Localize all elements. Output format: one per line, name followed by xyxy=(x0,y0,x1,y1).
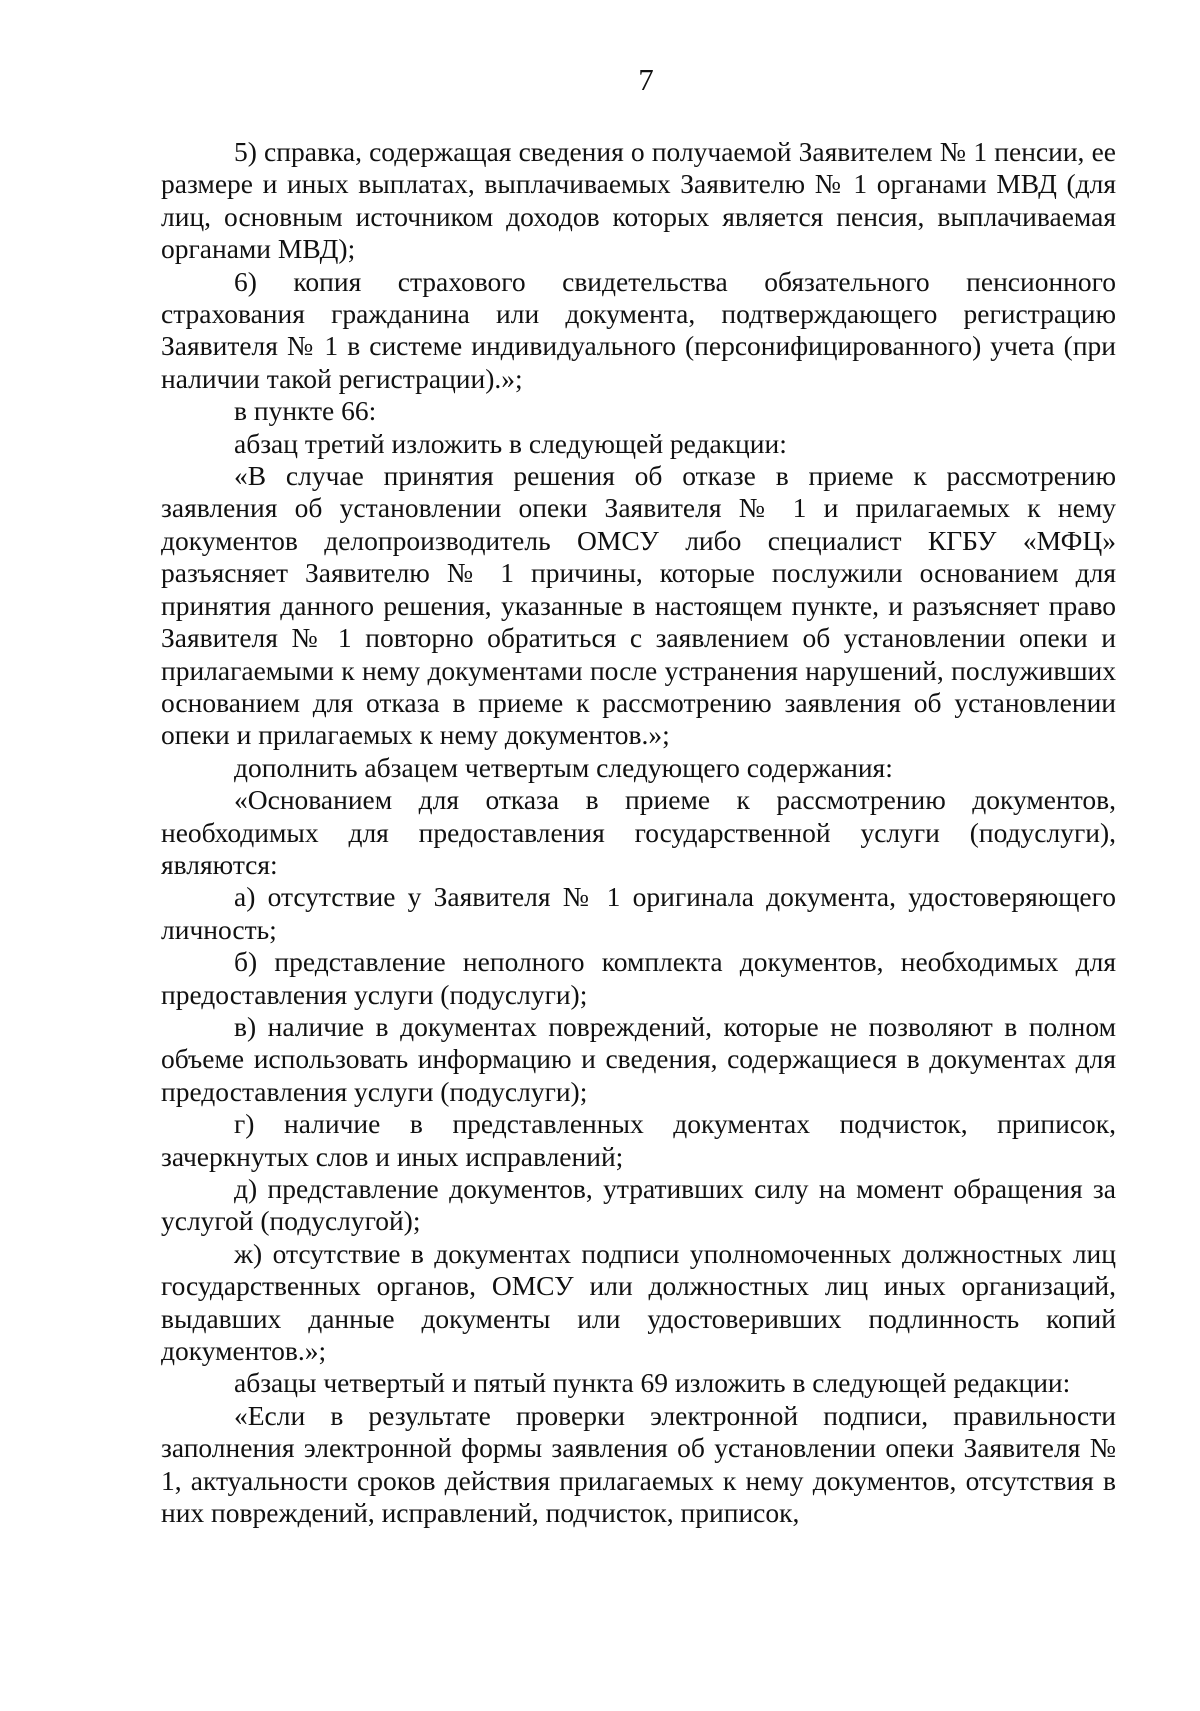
paragraph-item-5-pension-certificate: 5) справка, содержащая сведения о получаемой Заявителем № 1 пенсии, ее размере и иных выплатах, выплачиваемых Заявителю № 1 органами МВД (для лиц, основным источником доходов которых является пенсия, выплачиваемая органами МВД); xyxy=(161,136,1116,265)
paragraph-clause-69-instruction: абзацы четвертый и пятый пункта 69 изложить в следующей редакции: xyxy=(234,1367,1071,1399)
paragraph-item-6-insurance-certificate: 6) копия страхового свидетельства обязательного пенсионного страхования гражданина или документа, подтверждающего регистрацию Заявителя № 1 в системе индивидуального (персонифицированного) учета (при наличии такой регистрации).»; xyxy=(161,265,1116,394)
paragraph-ground-d: д) представление документов, утративших силу на момент обращения за услугой (подуслугой); xyxy=(161,1173,1116,1237)
paragraph-third-indent-instruction: абзац третий изложить в следующей редакции: xyxy=(234,427,787,459)
paragraph-ground-v: в) наличие в документах повреждений, которые не позволяют в полном объеме использовать информацию и сведения, содержащиеся в документах для предоставления услуги (подуслуги); xyxy=(161,1010,1116,1107)
paragraph-refusal-grounds-intro: «Основанием для отказа в приеме к рассмотрению документов, необходимых для предоставления государственной услуги (подуслуги), являются: xyxy=(161,784,1116,880)
paragraph-electronic-signature-check: «Если в результате проверки электронной подписи, правильности заполнения электронной формы заявления об установлении опеки Заявителя № 1, актуальности сроков действия прилагаемых к нему документов, отсутствия в них повреждений, исправлений, подчисток, приписок, xyxy=(161,1399,1116,1529)
paragraph-refusal-explanation: «В случае принятия решения об отказе в приеме к рассмотрению заявления об установлении опеки Заявителя № 1 и прилагаемых к нему документов делопроизводитель ОМСУ либо специалист КГБУ «МФЦ» разъясняет Заявителю № 1 причины, которые послужили основанием для принятия данного решения, указанные в настоящем пункте, и разъясняет право Заявителя № 1 повторно обратиться с заявлением об установлении опеки и прилагаемыми к нему документами после устранения нарушений, послуживших основанием для отказа в приеме к рассмотрению заявления об установлении опеки и прилагаемых к нему документов.»; xyxy=(161,460,1116,751)
paragraph-ground-g: г) наличие в представленных документах подчисток, приписок, зачеркнутых слов и иных исправлений; xyxy=(161,1108,1116,1172)
paragraph-ground-a: а) отсутствие у Заявителя № 1 оригинала документа, удостоверяющего личность; xyxy=(161,881,1116,945)
paragraph-clause-66-intro: в пункте 66: xyxy=(234,395,377,427)
document-body xyxy=(161,136,1116,1529)
page-number: 7 xyxy=(638,62,654,97)
paragraph-ground-zh: ж) отсутствие в документах подписи уполномоченных должностных лиц государственных органов, ОМСУ или должностных лиц иных организаций, выдавших данные документы или удостоверивших подлинность копий документов.»; xyxy=(161,1237,1116,1367)
paragraph-fourth-indent-instruction: дополнить абзацем четвертым следующего содержания: xyxy=(234,751,893,783)
paragraph-ground-b: б) представление неполного комплекта документов, необходимых для предоставления услуги (подуслуги); xyxy=(161,946,1116,1010)
